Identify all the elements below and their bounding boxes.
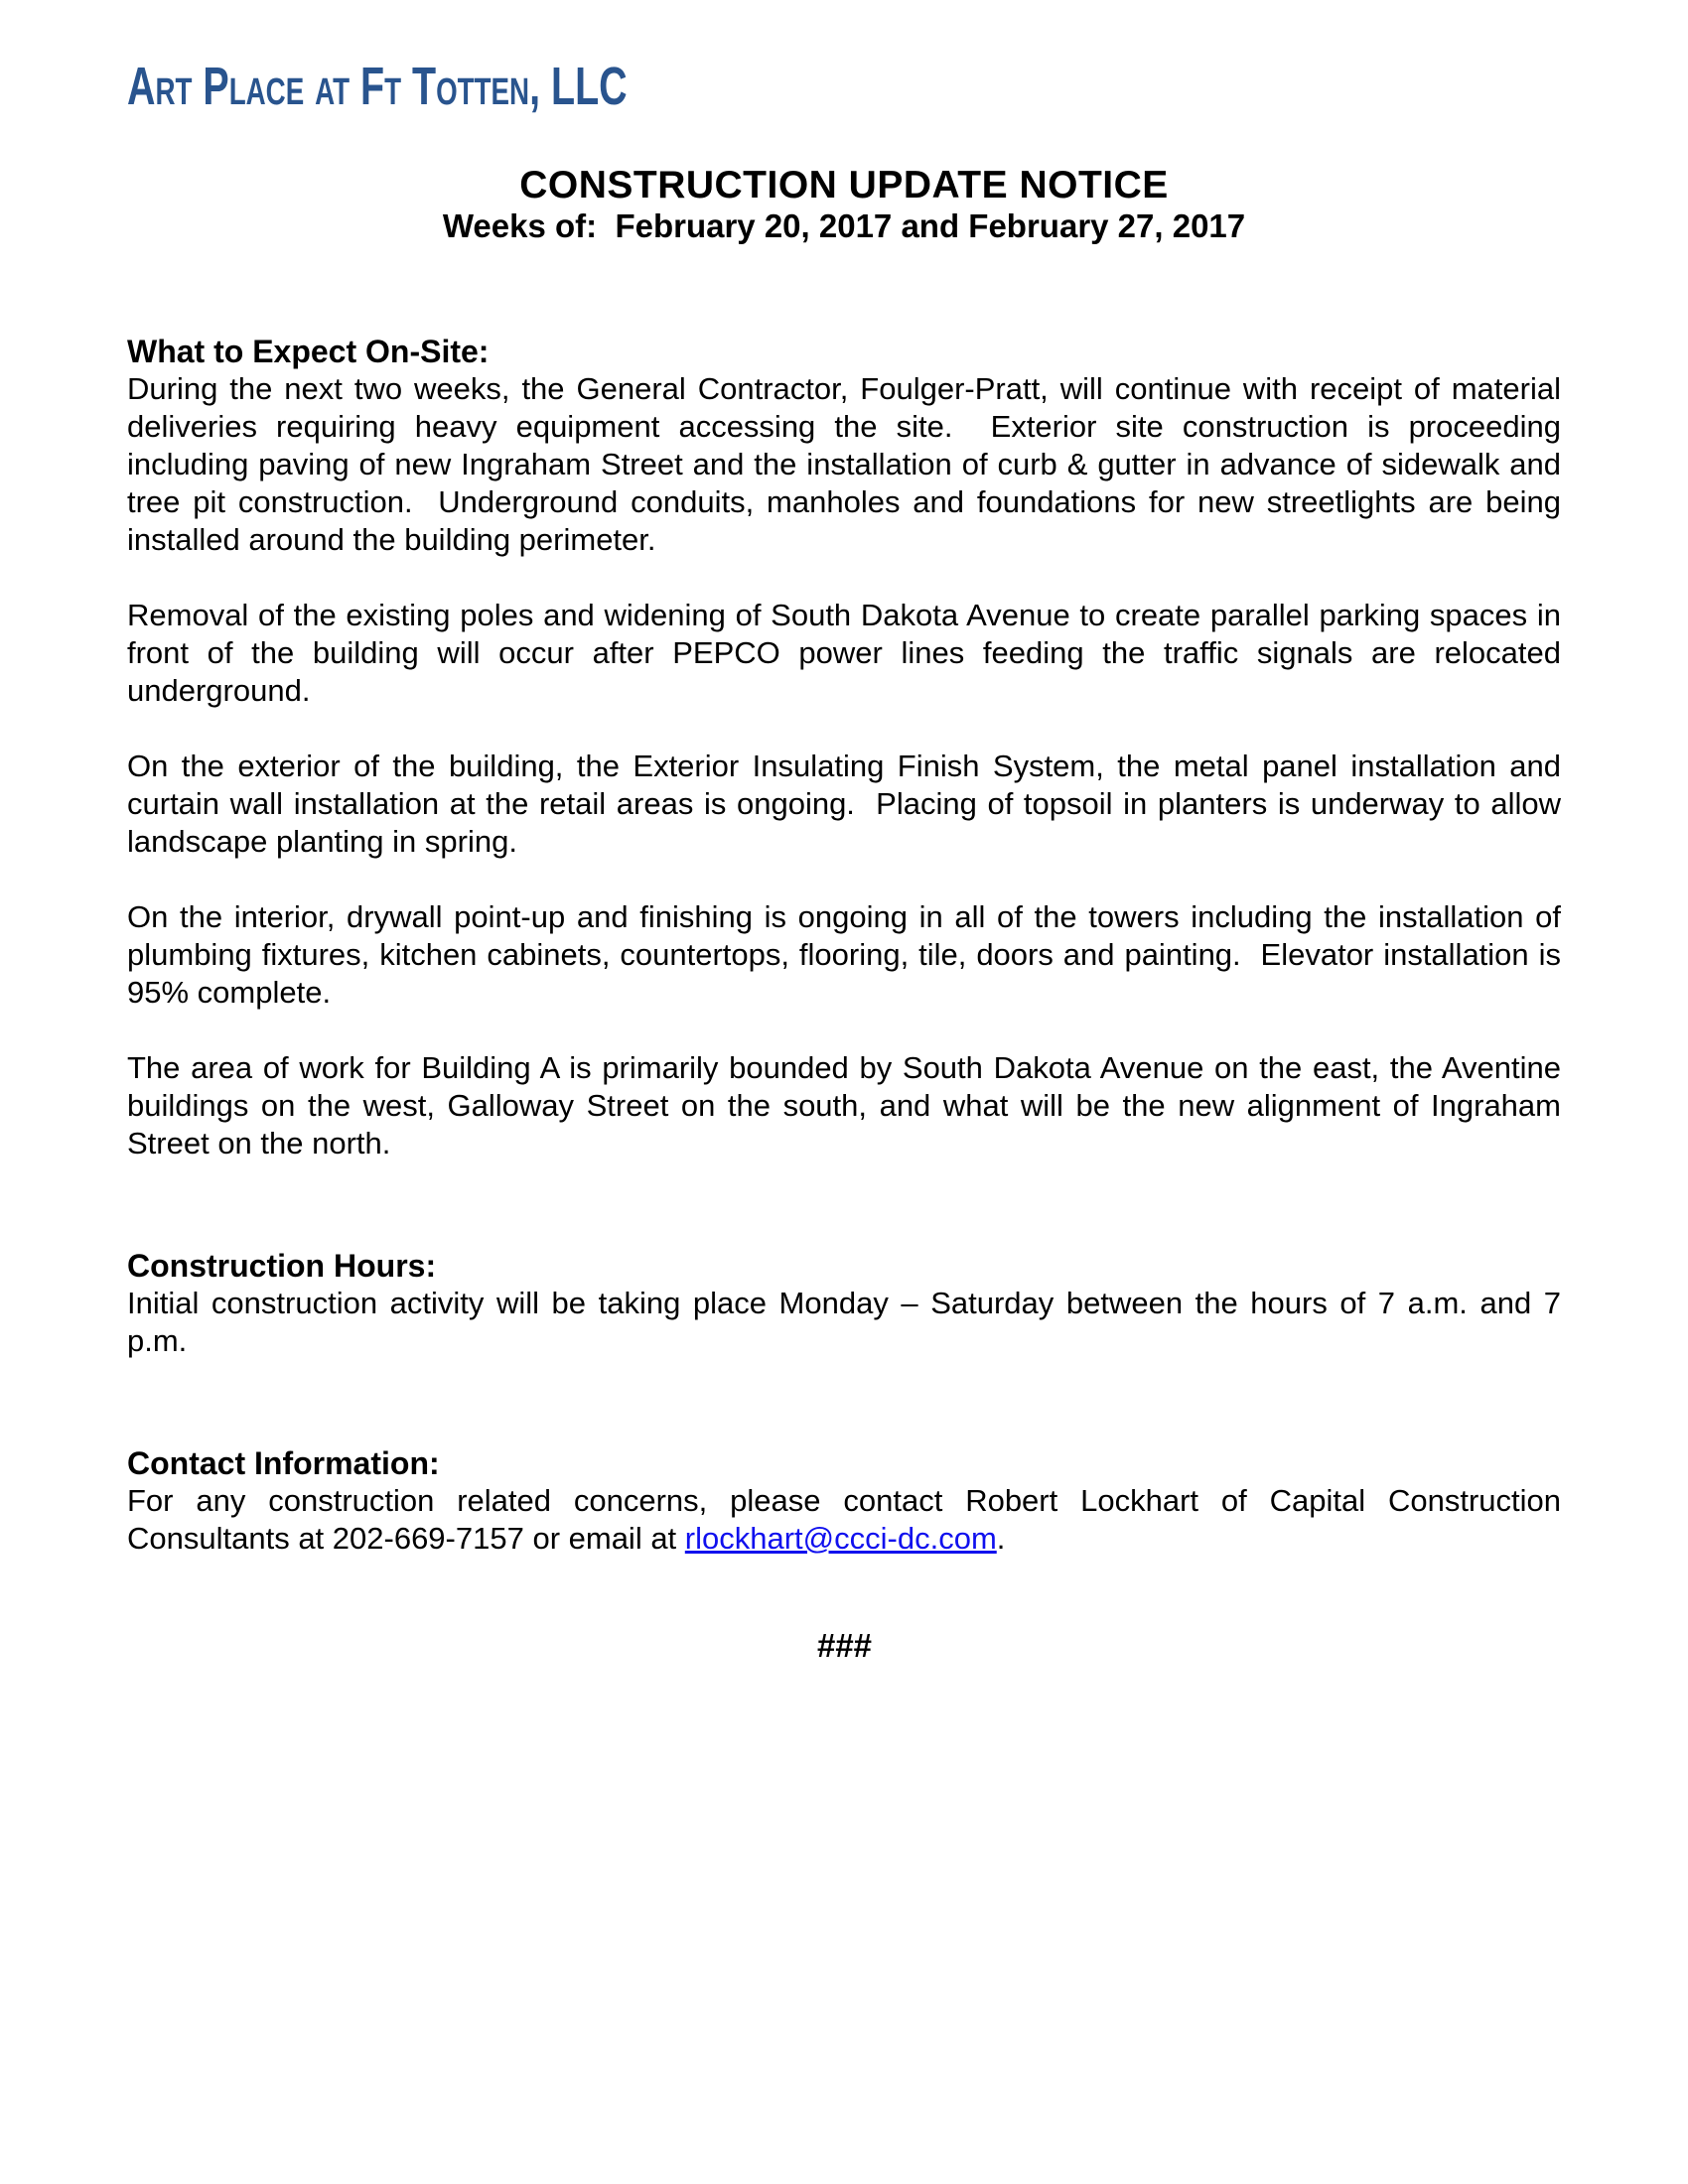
section-what-to-expect — [127, 333, 1561, 1162]
section-heading-what-to-expect: What to Expect On-Site: — [127, 334, 490, 369]
email-link[interactable]: rlockhart@ccci-dc.com — [684, 1521, 997, 1556]
document-subtitle: Weeks of: February 20, 2017 and February 27, 2017 — [442, 207, 1246, 244]
paragraph-contact — [127, 1482, 1561, 1558]
section-construction-hours — [127, 1247, 1561, 1360]
section-contact-information — [127, 1444, 1561, 1558]
paragraph-site-work-4: On the interior, drywall point-up and finishing is ongoing in all of the towers including the installation of plumbing fixtures, kitchen cabinets, countertops, flooring, tile, doors and painting. Elevator installation is 95% complete. — [127, 899, 1561, 1010]
contact-text-before-link: For any construction related concerns, please contact Robert Lockhart of Capital Construction Consultants at 202-669-7157 or email at — [127, 1483, 1561, 1556]
section-heading-contact-information: Contact Information: — [127, 1445, 440, 1481]
paragraph-site-work-2: Removal of the existing poles and widening of South Dakota Avenue to create parallel parking spaces in front of the building will occur after PEPCO power lines feeding the traffic signals are relocated underground. — [127, 598, 1561, 708]
paragraph-construction-hours: Initial construction activity will be taking place Monday – Saturday between the hours of 7 a.m. and 7 p.m. — [127, 1286, 1561, 1358]
company-name: Art Place at Ft Totten, LLC — [127, 57, 628, 116]
paragraph-site-work-1: During the next two weeks, the General Contractor, Foulger-Pratt, will continue with receipt of material deliveries requiring heavy equipment accessing the site. Exterior site construction is proceeding including paving of new Ingraham Street and the installation of curb & gutter in advance of sidewalk and tree pit construction. Underground conduits, manholes and foundations for new streetlights are being installed around the building perimeter. — [127, 371, 1561, 557]
paragraph-site-work-3: On the exterior of the building, the Exterior Insulating Finish System, the metal panel installation and curtain wall installation at the retail areas is ongoing. Placing of topsoil in planters is underway to allow landscape planting in spring. — [127, 749, 1561, 859]
paragraph-site-work-5: The area of work for Building A is primarily bounded by South Dakota Avenue on the east, the Aventine buildings on the west, Galloway Street on the south, and what will be the new alignment of Ingraham Street on the north. — [127, 1050, 1561, 1160]
document-title: CONSTRUCTION UPDATE NOTICE — [519, 164, 1169, 206]
section-heading-construction-hours: Construction Hours: — [127, 1248, 437, 1284]
contact-text-after-link: . — [996, 1521, 1006, 1556]
end-mark: ### — [816, 1627, 872, 1664]
